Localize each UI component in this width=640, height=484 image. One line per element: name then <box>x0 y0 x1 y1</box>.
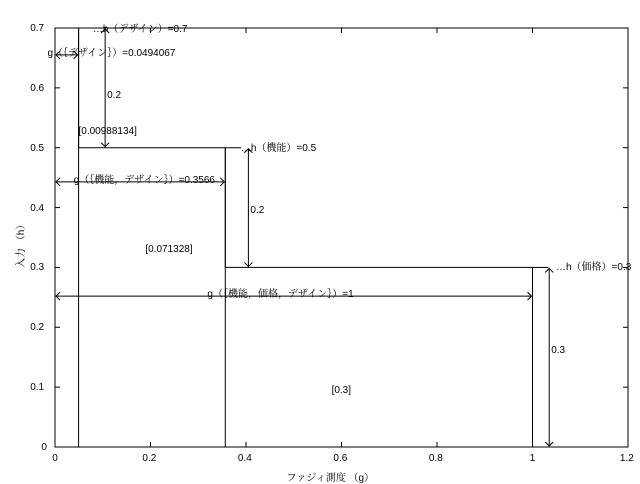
annotation-delta-design: 0.2 <box>107 89 122 101</box>
y-tick-label: 0.6 <box>30 82 45 94</box>
x-tick-label: 0 <box>52 453 58 464</box>
annotation-g-price: g（｛機能，価格，デザイン｝）=1 <box>207 289 354 301</box>
annotation-area-design: [0.00988134] <box>78 125 137 137</box>
y-tick-label: 0.5 <box>30 142 45 154</box>
x-tick-label: 0.6 <box>333 453 348 464</box>
annotation-delta-price: 0.3 <box>551 345 566 357</box>
annotation-delta-function: 0.2 <box>250 205 265 217</box>
annotation-g-function: g（｛機能，デザイン｝）=0.3566 <box>73 174 215 186</box>
x-tick-label: 0.8 <box>428 453 443 464</box>
y-tick-label: 0 <box>41 442 47 453</box>
y-tick-label: 0.7 <box>30 23 45 34</box>
y-tick-label: 0.2 <box>30 322 45 334</box>
annotation-g-design: g（｛デザイン｝）=0.0494067 <box>47 47 176 59</box>
annotation-h-price: …h（価格）=0.3 <box>555 262 632 274</box>
y-tick-label: 0.3 <box>30 262 45 274</box>
annotation-area-price: [0.3] <box>331 384 352 396</box>
annotation-area-function: [0.071328] <box>145 244 193 256</box>
annotation-h-design: …h（デザイン）=0.7 <box>92 23 188 35</box>
y-axis-title: 入力 （h） <box>16 219 27 268</box>
x-tick-label: 1.2 <box>619 453 634 464</box>
annotation-h-function: …h（機能）=0.5 <box>240 142 317 154</box>
x-tick-label: 0.2 <box>142 453 157 464</box>
y-tick-label: 0.4 <box>30 202 45 214</box>
x-tick-label: 0.4 <box>237 453 252 464</box>
x-axis-title: ファジィ測度 （g） <box>286 473 375 484</box>
step-curve <box>55 28 533 447</box>
y-tick-label: 0.1 <box>30 382 45 394</box>
x-tick-label: 1 <box>529 453 536 464</box>
